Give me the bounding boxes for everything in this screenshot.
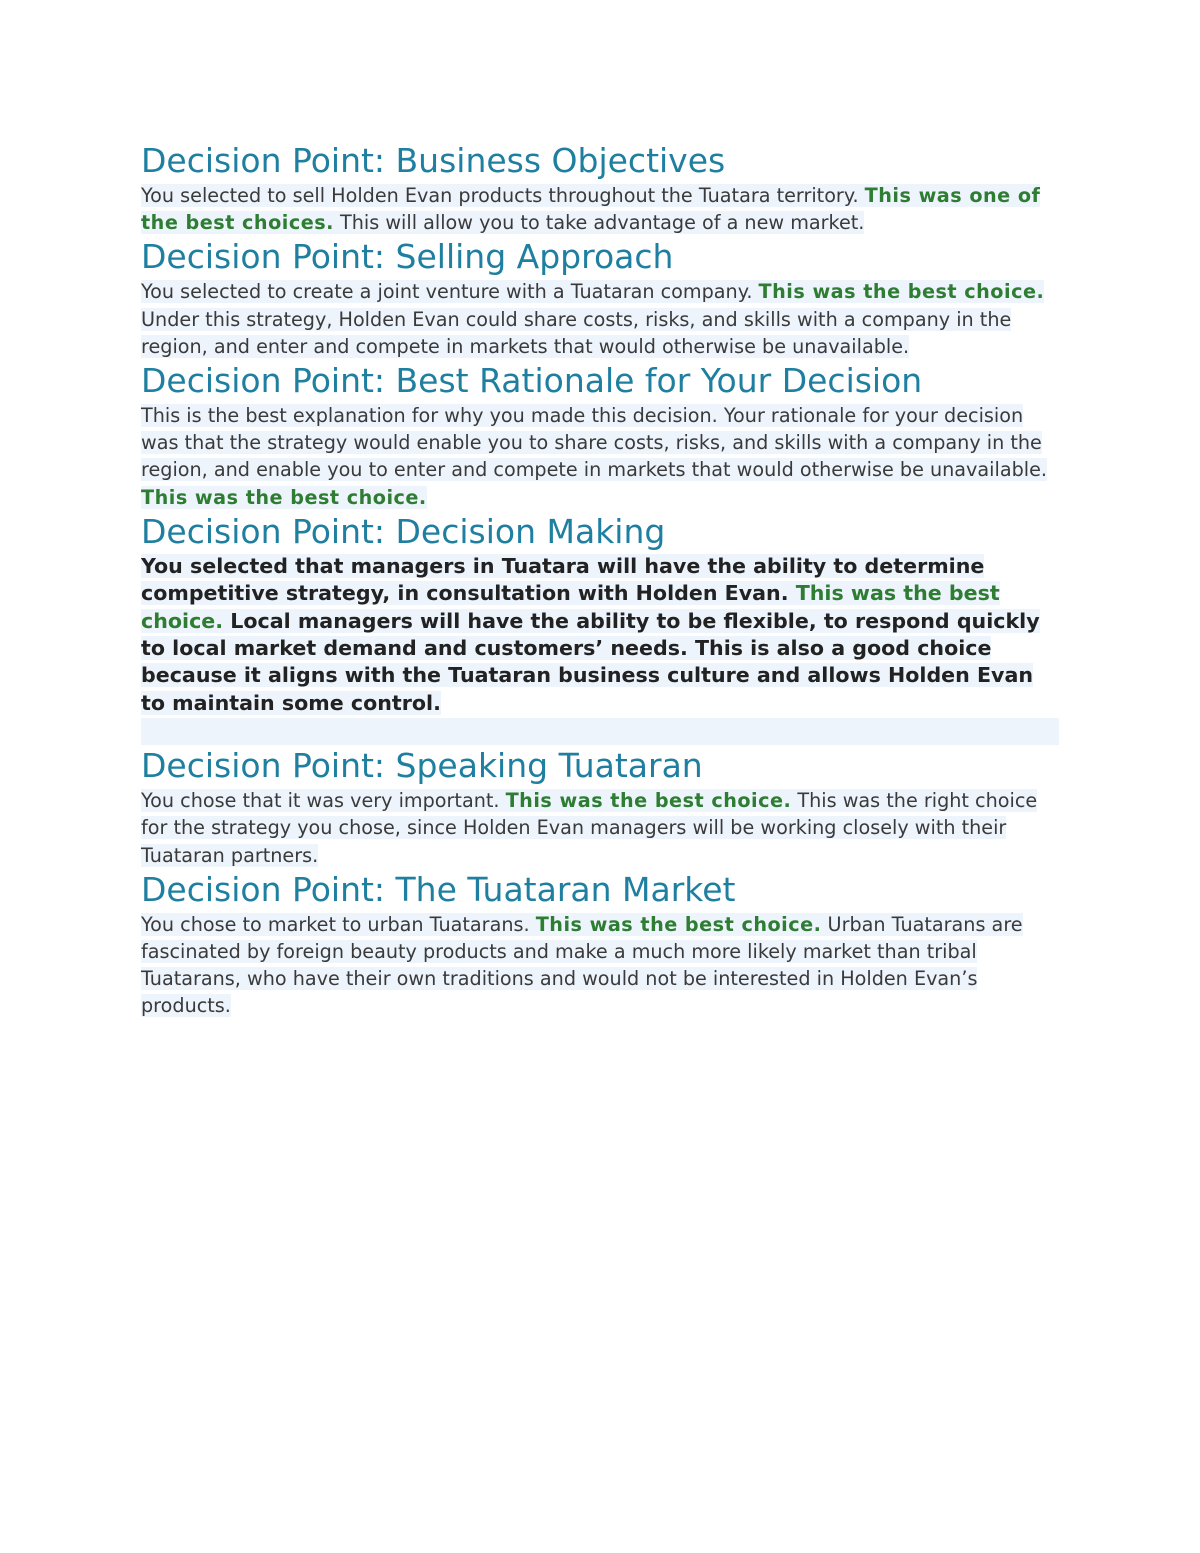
section-intro: This is the best explanation for why you made this decision. Your rationale for your decision was that the strategy would enable you to share costs, risks, and skills with a company in the region, and enable you to enter and compete in markets that would otherwise be unavailable. <box>141 404 1047 482</box>
section-tuataran-market <box>141 869 1059 1020</box>
section-decision-making <box>141 511 1059 745</box>
section-body-highlight <box>141 280 1044 357</box>
verdict-text: This was the best choice. <box>535 912 822 936</box>
section-selling-approach <box>141 236 1059 360</box>
section-body <box>141 182 1059 236</box>
section-body-highlight <box>141 184 1040 234</box>
section-explanation: Under this strategy, Holden Evan could share costs, risks, and skills with a company in the region, and enter and compete in markets that would otherwise be unavailable. <box>141 307 1012 358</box>
verdict-text: This was the best choice. <box>141 581 1000 633</box>
section-intro: You chose to market to urban Tuatarans. <box>141 912 536 936</box>
section-explanation: This was the right choice for the strategy you chose, since Holden Evan managers will be working closely with their Tuataran partners. <box>141 789 1038 867</box>
section-heading: Decision Point: Best Rationale for Your Decision <box>141 361 923 401</box>
section-best-rationale <box>141 360 1059 511</box>
empty-highlighted-line <box>141 718 1059 745</box>
section-explanation: Local managers will have the ability to be flexible, to respond quickly to local market demand and customers’ needs. This is also a good choice because it aligns with the Tuataran business culture and allows Holden Evan to maintain some control. <box>141 608 1040 715</box>
section-body <box>141 553 1059 717</box>
section-intro: You selected to sell Holden Evan products throughout the Tuatara territory. <box>141 184 865 207</box>
section-heading: Decision Point: Decision Making <box>141 511 666 551</box>
section-body <box>141 787 1059 869</box>
section-intro: You chose that it was very important. <box>141 789 506 813</box>
section-business-objectives <box>141 140 1059 236</box>
section-intro: You selected that managers in Tuatara will have the ability to determine competitive strategy, in consultation with Holden Evan. <box>141 553 985 606</box>
document-content <box>141 140 1059 1020</box>
section-speaking-tuataran <box>141 745 1059 869</box>
section-explanation: This will allow you to take advantage of a new market. <box>333 211 865 235</box>
section-intro: You selected to create a joint venture with a Tuataran company. <box>141 280 759 304</box>
section-heading: Decision Point: Business Objectives <box>141 141 726 180</box>
section-body <box>141 402 1059 511</box>
verdict-text: This was the best choice. <box>505 789 792 813</box>
section-body <box>141 911 1059 1020</box>
section-explanation: Urban Tuatarans are fascinated by foreign beauty products and make a much more likely market than tribal Tuatarans, who have their own traditions and would not be interested in Holden Evan’s products. <box>141 912 1023 1018</box>
verdict-text: This was the best choice. <box>141 485 427 509</box>
verdict-text: This was one of the best choices. <box>141 184 1041 235</box>
section-body-highlight <box>141 404 1047 509</box>
section-body-highlight <box>141 789 1037 866</box>
section-heading: Decision Point: Selling Approach <box>141 237 674 277</box>
section-body <box>141 278 1059 360</box>
section-body-highlight <box>141 913 1023 1018</box>
section-heading: Decision Point: Speaking Tuataran <box>141 746 703 786</box>
section-body-highlight <box>141 554 1040 715</box>
section-heading: Decision Point: The Tuataran Market <box>141 869 736 909</box>
verdict-text: This was the best choice. <box>758 280 1045 304</box>
